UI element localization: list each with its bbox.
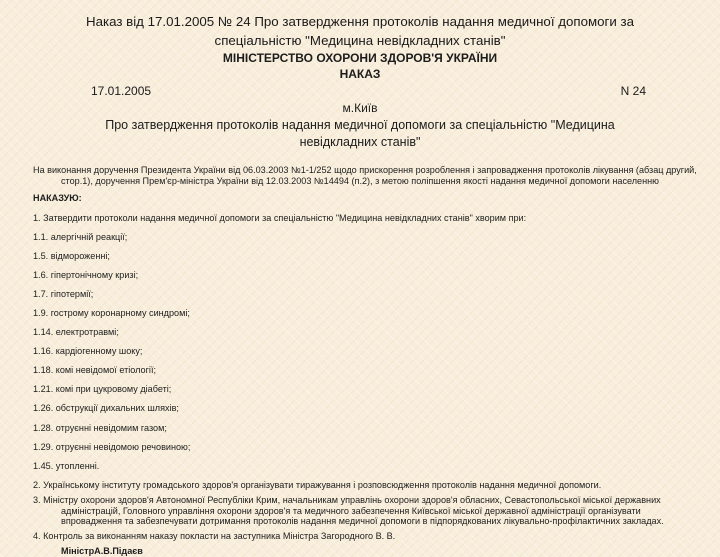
signer-signature: МіністрА.В.Підаєв [61, 545, 143, 556]
order-city: м.Київ [342, 101, 378, 115]
order-number: N 24 [620, 84, 646, 98]
point-1: 1. Затвердити протоколи надання медичної допомоги за спеціальністю "Медицина невідкладних станів" хворим при: [33, 212, 527, 223]
list-item: 1.16. кардіогенному шоку; [33, 346, 143, 357]
protocol-list [33, 232, 701, 472]
date-number-row [30, 82, 690, 100]
document-title-line-1: Наказ від 17.01.2005 № 24 Про затвердження протоколів надання медичної допомоги за [86, 14, 634, 29]
order-date: 17.01.2005 [91, 84, 152, 98]
list-item: 1.9. гострому коронарному синдромі; [33, 307, 190, 318]
list-item: 1.28. отруєнні невідомим газом; [33, 422, 167, 433]
point-4: 4. Контроль за виконанням наказу покласти на заступника Міністра Загородного В. В. [33, 531, 396, 542]
list-item: 1.21. комі при цукровому діабеті; [33, 384, 172, 395]
list-item: 1.29. отруєнні невідомою речовиною; [33, 441, 191, 452]
point-2: 2. Українському інституту громадського здоров'я організувати тиражування і розповсюдження протоколів надання медичної допомоги. [33, 479, 602, 490]
list-item: 1.7. гіпотермії; [33, 288, 94, 299]
list-item: 1.26. обструкції дихальних шляхів; [33, 403, 179, 414]
order-subject-line-2: невідкладних станів" [299, 135, 421, 149]
list-item: 1.45. утопленні. [33, 460, 100, 471]
preamble-paragraph: На виконання доручення Президента України від 06.03.2003 №1-1/252 щодо прискорення розроблення і запровадження протоколів лікування (абзац другий, стор.1), доручення Прем'єр-міністра України від 12.03.2003 №14494 (п.2), з метою поліпшення якості надання медичної допомоги населенню [33, 165, 697, 187]
list-item: 1.1. алергічній реакції; [33, 231, 128, 242]
list-item: 1.6. гіпертонічному кризі; [33, 269, 139, 280]
list-item: 1.18. комі невідомої етіології; [33, 365, 157, 376]
document-title-line-2: спеціальністю "Медицина невідкладних станів" [214, 33, 506, 48]
order-heading: НАКАЗ [339, 67, 381, 81]
document-body [33, 165, 701, 557]
ministry-name: МІНІСТЕРСТВО ОХОРОНИ ЗДОРОВ'Я УКРАЇНИ [222, 51, 498, 65]
list-item: 1.14. електротравмі; [33, 327, 119, 338]
document-header [30, 12, 690, 151]
list-item: 1.5. відмороженні; [33, 250, 110, 261]
order-subject-line-1: Про затвердження протоколів надання медичної допомоги за спеціальністю "Медицина [105, 118, 615, 132]
point-3: 3. Міністру охорони здоров'я Автономної Республіки Крим, начальникам управлінь охорони здоров'я обласних, Севастопольської міської державних адміністрацій, Головного управління охорони здоров'я та медичного забезпечення Київської міської державної адміністрації організувати впровадження та забезпечувати дотримання протоколів надання медичної допомоги в підпорядкованих лікувально-профілактичних закладах. [33, 495, 664, 527]
order-word: НАКАЗУЮ: [33, 193, 82, 204]
